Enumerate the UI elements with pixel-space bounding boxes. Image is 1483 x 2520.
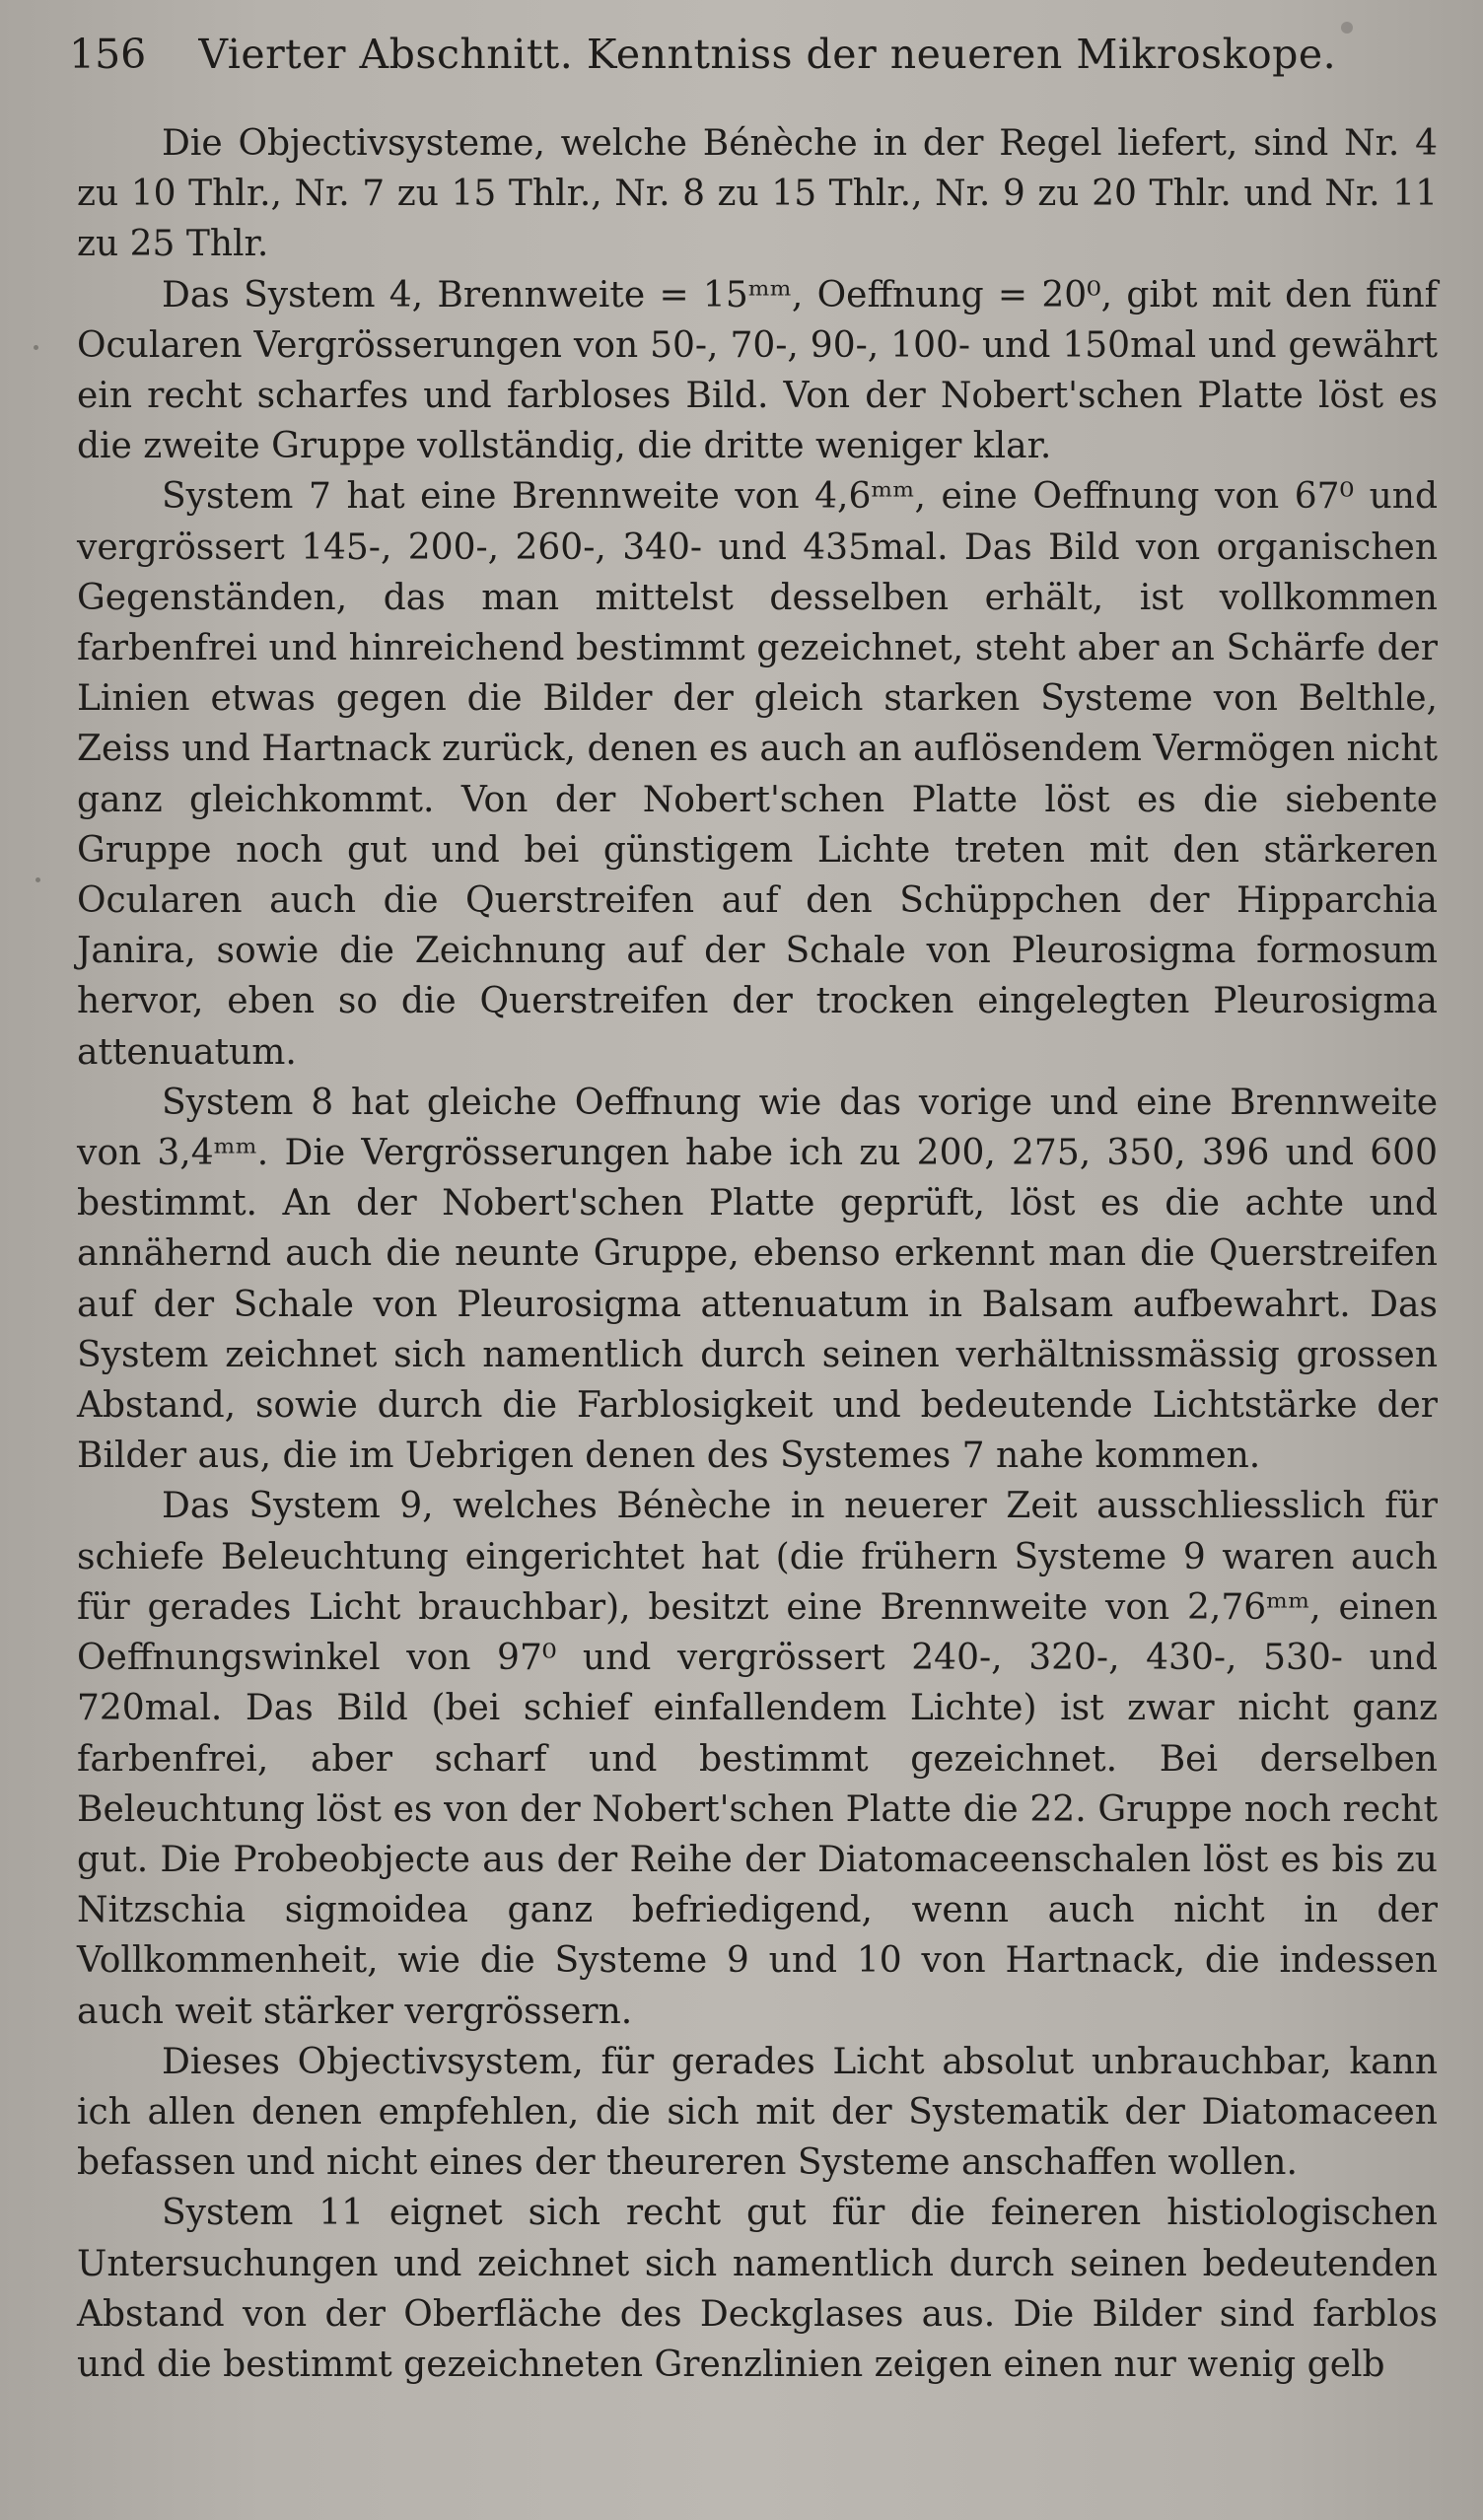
paper-speck xyxy=(35,877,40,882)
paragraph-system-8: System 8 hat gleiche Oeffnung wie das vorige und eine Brennweite von 3,4ᵐᵐ. Die Vergrösserungen habe ich zu 200, 275, 350, 396 und 600 bestimmt. An der Nobert'schen Platte geprüft, löst es die achte und annähernd auch die neunte Gruppe, ebenso erkennt man die Querstreifen auf der Schale von Pleurosigma attenuatum in Balsam aufbewahrt. Das System zeichnet sich namentlich durch seinen verhältnissmässig grossen Abstand, sowie durch die Farblosigkeit und bedeutende Lichtstärke der Bilder aus, die im Uebrigen denen des Systemes 7 nahe kommen. xyxy=(77,1082,1438,1477)
paper-speck xyxy=(34,345,38,350)
body-text xyxy=(77,118,1438,2390)
running-header xyxy=(69,30,1430,79)
paragraph-system-4: Das System 4, Brennweite = 15ᵐᵐ, Oeffnung = 20⁰, gibt mit den fünf Ocularen Vergrösserungen von 50-, 70-, 90-, 100- und 150mal und gewährt ein recht scharfes und farbloses Bild. Von der Nobert'schen Platte löst es die zweite Gruppe vollständig, die dritte weniger klar. xyxy=(77,274,1438,467)
paper-speck xyxy=(1341,22,1353,34)
running-title: Vierter Abschnitt. Kenntniss der neueren Mikroskope. xyxy=(198,31,1337,78)
paragraph-system-11: System 11 eignet sich recht gut für die feineren histiologischen Untersuchungen und zeichnet sich namentlich durch seinen bedeutenden Abstand von der Oberfläche des Deckglases aus. Die Bilder sind farblos und die bestimmt gezeichneten Grenzlinien zeigen einen nur wenig gelb xyxy=(77,2193,1438,2385)
paragraph-prices: Die Objectivsysteme, welche Bénèche in der Regel liefert, sind Nr. 4 zu 10 Thlr., Nr. 7 zu 15 Thlr., Nr. 8 zu 15 Thlr., Nr. 9 zu 20 Thlr. und Nr. 11 zu 25 Thlr. xyxy=(77,123,1438,265)
paragraph-system-9: Das System 9, welches Bénèche in neuerer Zeit ausschliesslich für schiefe Beleuchtung eingerichtet hat (die frühern Systeme 9 waren auch für gerades Licht brauchbar), besitzt eine Brennweite von 2,76ᵐᵐ, einen Oeffnungswinkel von 97⁰ und vergrössert 240-, 320-, 430-, 530- und 720mal. Das Bild (bei schief einfallendem Lichte) ist zwar nicht ganz farbenfrei, aber scharf und bestimmt gezeichnet. Bei derselben Beleuchtung löst es von der Nobert'schen Platte die 22. Gruppe noch recht gut. Die Probeobjecte aus der Reihe der Diatomaceenschalen löst es bis zu Nitzschia sigmoidea ganz befriedigend, wenn auch nicht in der Vollkommenheit, wie die Systeme 9 und 10 von Hartnack, die indessen auch weit stärker vergrössern. xyxy=(77,1486,1438,2032)
page-number: 156 xyxy=(69,31,147,78)
paragraph-recommendation: Dieses Objectivsystem, für gerades Licht absolut unbrauchbar, kann ich allen denen empfehlen, die sich mit der Systematik der Diatomaceen befassen und nicht eines der theureren Systeme anschaffen wollen. xyxy=(77,2041,1438,2184)
paragraph-system-7: System 7 hat eine Brennweite von 4,6ᵐᵐ, eine Oeffnung von 67⁰ und vergrössert 145-, 200-, 260-, 340- und 435mal. Das Bild von organischen Gegenständen, das man mittelst desselben erhält, ist vollkommen farbenfrei und hinreichend bestimmt gezeichnet, steht aber an Schärfe der Linien etwas gegen die Bilder der gleich starken Systeme von Belthle, Zeiss und Hartnack zurück, denen es auch an auflösendem Vermögen nicht ganz gleichkommt. Von der Nobert'schen Platte löst es die siebente Gruppe noch gut und bei günstigem Lichte treten mit den stärkeren Ocularen auch die Querstreifen auf den Schüppchen der Hipparchia Janira, sowie die Zeichnung auf der Schale von Pleurosigma formosum hervor, eben so die Querstreifen der trocken eingelegten Pleurosigma attenuatum. xyxy=(77,476,1438,1073)
